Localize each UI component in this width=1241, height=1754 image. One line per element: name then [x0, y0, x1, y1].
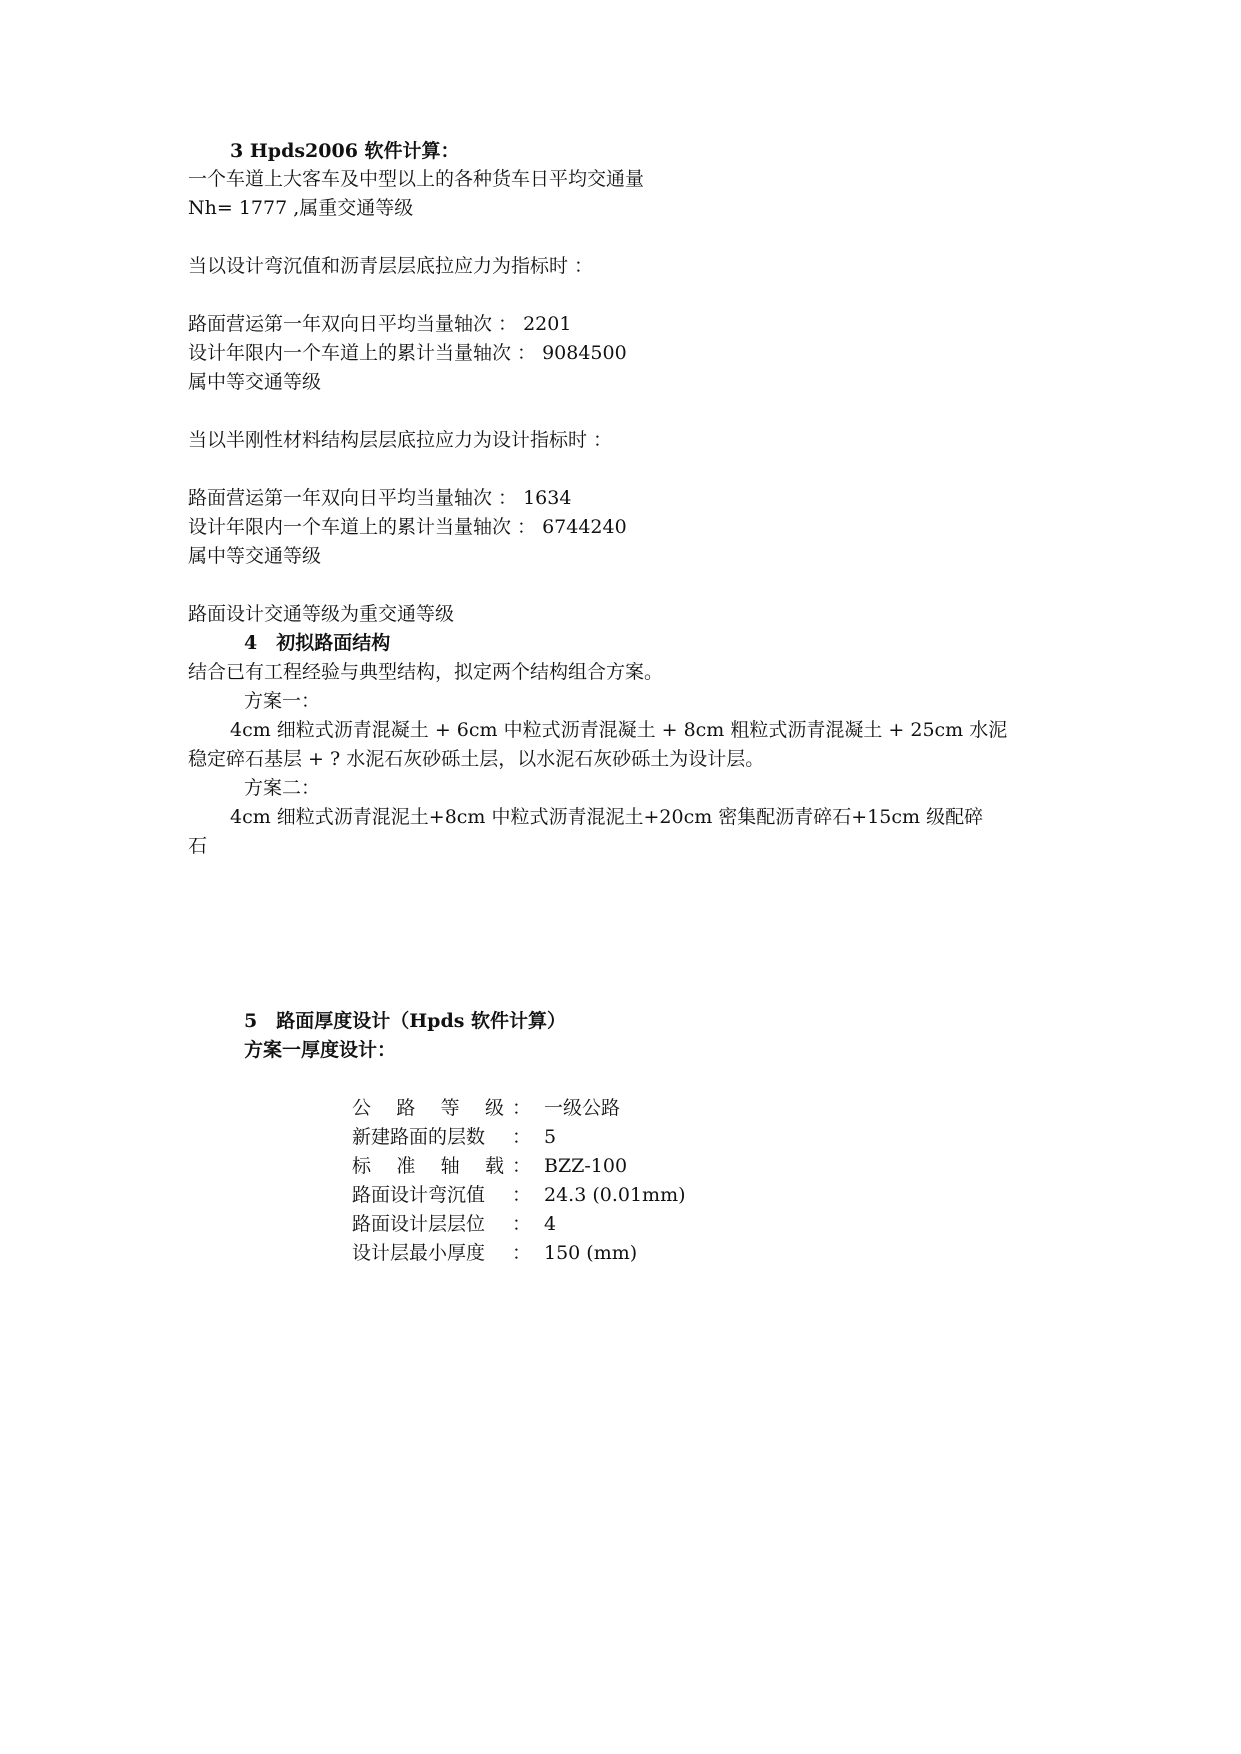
section4-heading: 4 初拟路面结构 — [244, 632, 391, 654]
text-line: 当以设计弯沉值和沥青层层底拉应力为指标时 ： — [188, 255, 594, 277]
text-line: 路面设计交通等级为重交通等级 — [188, 603, 455, 625]
text-line: 设计年限内一个车道上的累计当量轴次 ： 6744240 — [188, 516, 627, 538]
plan1-label: 方案一： — [244, 690, 321, 712]
plan2-line: 石 — [188, 835, 208, 857]
section4-intro: 结合已有工程经验与典型结构，拟定两个结构组合方案。 — [188, 661, 664, 683]
param-colon: ： — [512, 1155, 532, 1177]
text-line: 路面营运第一年双向日平均当量轴次 ： 2201 — [188, 313, 572, 335]
text-line: 路面营运第一年双向日平均当量轴次 ： 1634 — [188, 487, 572, 509]
plan1-line: 4cm 细粒式沥青混凝土 + 6cm 中粒式沥青混凝土 + 8cm 粗粒式沥青混凝土 + 25cm 水泥 — [230, 719, 1008, 741]
text-line: 当以半刚性材料结构层层底拉应力为设计指标时 ： — [188, 429, 613, 451]
param-value: BZZ-100 — [544, 1155, 628, 1177]
param-value: 4 — [544, 1213, 557, 1235]
param-label: 路面设计层层位 — [352, 1213, 486, 1235]
param-label: 设计层最小厚度 — [352, 1242, 486, 1264]
section5-heading: 5 路面厚度设计（Hpds 软件计算） — [244, 1010, 567, 1032]
plan1-line: 稳定碎石基层 + ? 水泥石灰砂砾土层，以水泥石灰砂砾土为设计层。 — [188, 748, 765, 770]
param-colon: ： — [512, 1242, 532, 1264]
param-label: 标 准 轴 载 — [352, 1155, 504, 1177]
param-colon: ： — [512, 1126, 532, 1148]
param-value: 150 (mm) — [544, 1242, 638, 1264]
text-line: 属中等交通等级 — [188, 545, 322, 567]
section5-subheading: 方案一厚度设计： — [244, 1039, 397, 1061]
text-line: 设计年限内一个车道上的累计当量轴次 ： 9084500 — [188, 342, 627, 364]
param-colon: ： — [512, 1184, 532, 1206]
text-line: 属中等交通等级 — [188, 371, 322, 393]
param-value: 24.3 (0.01mm) — [544, 1184, 686, 1206]
param-colon: ： — [512, 1097, 532, 1119]
text-line: 一个车道上大客车及中型以上的各种货车日平均交通量 — [188, 168, 645, 190]
param-label: 新建路面的层数 — [352, 1126, 486, 1148]
param-label: 路面设计弯沉值 — [352, 1184, 486, 1206]
plan2-label: 方案二： — [244, 777, 321, 799]
plan2-line: 4cm 细粒式沥青混泥土+8cm 中粒式沥青混泥土+20cm 密集配沥青碎石+15cm 级配碎 — [230, 806, 984, 828]
text-line: Nh= 1777 ,属重交通等级 — [188, 197, 414, 219]
param-value: 一级公路 — [544, 1097, 621, 1119]
param-colon: ： — [512, 1213, 532, 1235]
param-label: 公 路 等 级 — [352, 1097, 504, 1119]
section3-heading: 3 Hpds2006 软件计算： — [230, 140, 460, 162]
param-value: 5 — [544, 1126, 557, 1148]
